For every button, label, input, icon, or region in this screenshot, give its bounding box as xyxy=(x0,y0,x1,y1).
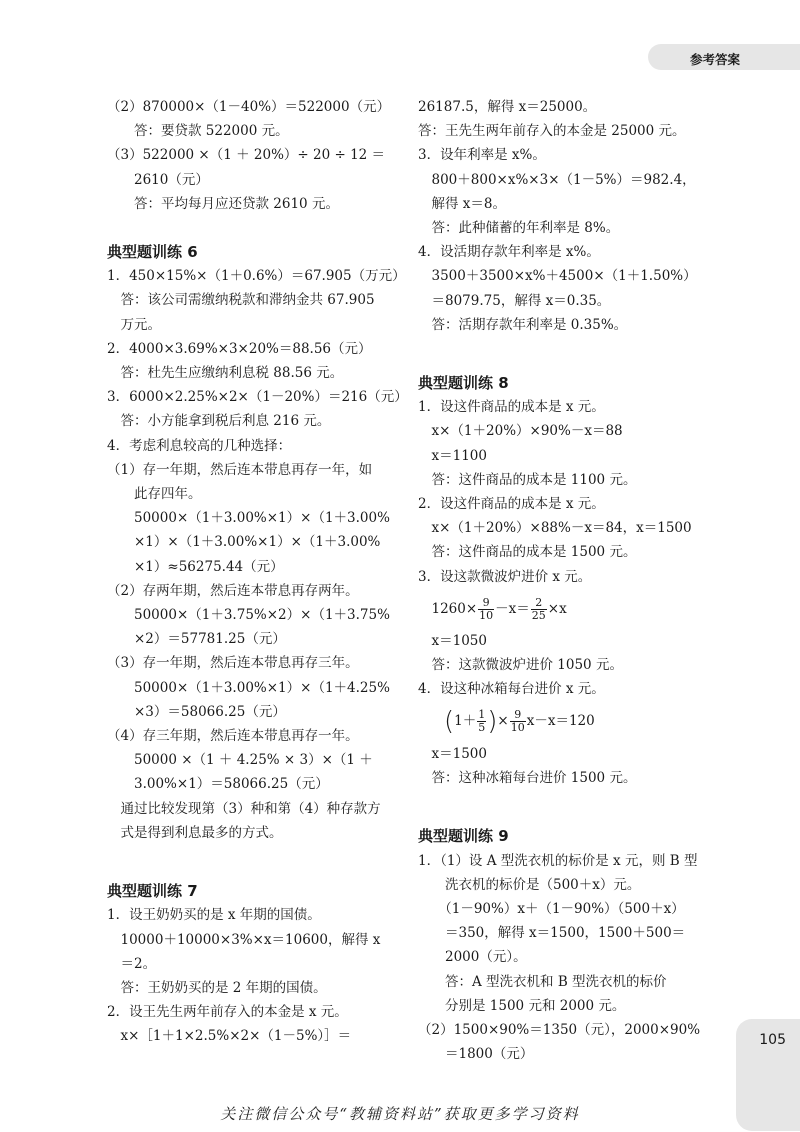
text-line: x＝1050 xyxy=(418,632,487,649)
text-line: 答：要贷款 522000 元。 xyxy=(107,123,289,140)
denominator: 25 xyxy=(531,608,546,622)
left-column xyxy=(107,95,408,1049)
text-line: 3．设这款微波炉进价 x 元。 xyxy=(418,568,592,585)
text-line: 答：活期存款年利率是 0.35%。 xyxy=(418,316,628,333)
denominator: 10 xyxy=(479,608,494,622)
text-line: 2610（元） xyxy=(107,171,209,188)
numerator: 9 xyxy=(510,709,526,722)
right-column xyxy=(418,95,718,1066)
text-line: 1．设王奶奶买的是 x 年期的国债。 xyxy=(107,907,321,924)
text-line: ×2）＝57781.25（元） xyxy=(107,631,286,648)
numerator: 1 xyxy=(478,708,486,722)
text-line: 通过比较发现第（3）种和第（4）种存款方 xyxy=(107,800,381,817)
text-line: 4．设这种冰箱每台进价 x 元。 xyxy=(418,681,605,698)
text-line: x＝1100 xyxy=(418,447,487,464)
text-line: ＝350，解得 x＝1500，1500＋500＝ xyxy=(418,925,686,942)
text-line: 2000（元）。 xyxy=(418,949,527,966)
text-line: 10000＋10000×3%×x＝10600，解得 x xyxy=(107,931,381,948)
section-heading: 典型题训练 9 xyxy=(418,827,509,846)
fraction xyxy=(510,709,526,734)
text-line: 3．设年利率是 x%。 xyxy=(418,147,546,164)
text-line: x＝1500 xyxy=(418,745,487,762)
fraction xyxy=(478,597,494,622)
text-line: 答：王先生两年前存入的本金是 25000 元。 xyxy=(418,123,686,140)
text-line: x×（1＋20%）×88%－x＝84，x＝1500 xyxy=(418,520,692,537)
text-line: 1．450×15%×（1＋0.6%）＝67.905（万元） xyxy=(107,268,406,285)
text-line: 26187.5，解得 x＝25000。 xyxy=(418,99,597,115)
text-line: 洗衣机的标价是（500＋x）元。 xyxy=(418,876,641,893)
text-line: 2．4000×3.69%×3×20%＝88.56（元） xyxy=(107,340,372,357)
denominator: 10 xyxy=(510,721,525,735)
text-line: 50000×（1＋3.00%×1）×（1＋4.25% xyxy=(107,679,390,696)
header-label: 参考答案 xyxy=(689,52,740,67)
text-line: （1）存一年期，然后连本带息再存一年，如 xyxy=(107,461,373,478)
section-heading: 典型题训练 8 xyxy=(418,374,509,393)
text-line: 3.00%×1）＝58066.25（元） xyxy=(107,776,329,793)
equation-part: × xyxy=(497,713,509,730)
equation-part: －x＝ xyxy=(495,600,530,617)
text-line: 答：这件商品的成本是 1100 元。 xyxy=(418,471,637,488)
section-heading: 典型题训练 6 xyxy=(107,243,198,262)
text-line: 答：这款微波炉进价 1050 元。 xyxy=(418,657,623,674)
text-line: （2）870000×（1－40%）＝522000（元） xyxy=(107,99,391,115)
text-line: 1．设这件商品的成本是 x 元。 xyxy=(418,399,605,416)
text-line: 50000 ×（1 ＋ 4.25% × 3）×（1 ＋ xyxy=(107,752,373,769)
text-line: 1．（1）设 A 型洗衣机的标价是 x 元，则 B 型 xyxy=(418,852,698,869)
text-line: 式是得到利息最多的方式。 xyxy=(107,824,283,841)
text-line: 答：此种储蓄的年利率是 8%。 xyxy=(418,220,620,237)
fraction xyxy=(477,709,486,734)
equation-part: x－x＝120 xyxy=(526,713,595,730)
equation-part: ( xyxy=(418,706,455,737)
text-line: 3．6000×2.25%×2×（1－20%）＝216（元） xyxy=(107,389,408,406)
text-line: 答：杜先生应缴纳利息税 88.56 元。 xyxy=(107,365,344,382)
text-line: ×1）≈56275.44（元） xyxy=(107,558,284,575)
text-line: 50000×（1＋3.75%×2）×（1＋3.75% xyxy=(107,607,390,624)
text-line: （1－90%）x＋（1－90%）（500＋x） xyxy=(418,900,685,917)
footer-watermark: 关注微信公众号“教辅资料站”获取更多学习资料 xyxy=(220,1105,580,1123)
text-line: 4．设活期存款年利率是 x%。 xyxy=(418,244,600,261)
text-line: 2．设这件商品的成本是 x 元。 xyxy=(418,496,605,513)
numerator: 9 xyxy=(478,597,494,610)
text-line: （2）存两年期，然后连本带息再存两年。 xyxy=(107,582,359,599)
text-line: 50000×（1＋3.00%×1）×（1＋3.00% xyxy=(107,510,390,527)
text-line: ×1）×（1＋3.00%×1）×（1＋3.00% xyxy=(107,534,381,551)
equation-part: ×x xyxy=(547,600,567,617)
text-line: 800＋800×x%×3×（1－5%）＝982.4， xyxy=(418,171,696,188)
text-line: ＝2。 xyxy=(107,955,157,972)
text-line: x×（1＋20%）×90%－x＝88 xyxy=(418,423,623,440)
equation-part: 1＋ xyxy=(454,713,477,730)
equation-part: 1260× xyxy=(418,600,478,617)
text-line: 3500＋3500×x%＋4500×（1＋1.50%） xyxy=(418,268,697,285)
text-line: 答：平均每月应还贷款 2610 元。 xyxy=(107,195,339,212)
page-number: 105 xyxy=(759,1032,786,1048)
numerator: 2 xyxy=(531,597,547,610)
text-line: 2．设王先生两年前存入的本金是 x 元。 xyxy=(107,1004,348,1021)
text-line: 4．考虑利息较高的几种选择： xyxy=(107,437,292,454)
fraction-equation xyxy=(418,589,718,629)
equation-part: ) xyxy=(487,706,498,737)
denominator: 5 xyxy=(478,721,486,735)
text-line: ×3）＝58066.25（元） xyxy=(107,703,286,720)
section-heading: 典型题训练 7 xyxy=(107,882,198,901)
text-line: 答：小方能拿到税后利息 216 元。 xyxy=(107,413,331,430)
fraction xyxy=(531,597,547,622)
text-line: 解得 x＝8。 xyxy=(418,195,506,212)
text-line: ＝1800（元） xyxy=(418,1046,534,1063)
text-line: （3）522000 ×（1 ＋ 20%）÷ 20 ÷ 12 ＝ xyxy=(107,147,386,164)
text-line: ＝8079.75，解得 x＝0.35。 xyxy=(418,292,611,309)
text-line: 此存四年。 xyxy=(107,486,202,503)
text-line: 答：该公司需缴纳税款和滞纳金共 67.905 xyxy=(107,292,375,309)
text-line: x×［1＋1×2.5%×2×（1－5%）］＝ xyxy=(107,1028,352,1045)
text-line: 答：这件商品的成本是 1500 元。 xyxy=(418,544,637,561)
text-line: （4）存三年期，然后连本带息再存一年。 xyxy=(107,728,359,745)
fraction-equation xyxy=(418,701,718,742)
text-line: （3）存一年期，然后连本带息再存三年。 xyxy=(107,655,359,672)
text-line: 万元。 xyxy=(107,316,161,333)
text-line: 答：A 型洗衣机和 B 型洗衣机的标价 xyxy=(418,973,667,990)
text-line: 答：这种冰箱每台进价 1500 元。 xyxy=(418,770,637,787)
text-line: 答：王奶奶买的是 2 年期的国债。 xyxy=(107,979,327,996)
text-line: 分别是 1500 元和 2000 元。 xyxy=(418,997,626,1014)
text-line: （2）1500×90%＝1350（元），2000×90% xyxy=(418,1022,701,1038)
